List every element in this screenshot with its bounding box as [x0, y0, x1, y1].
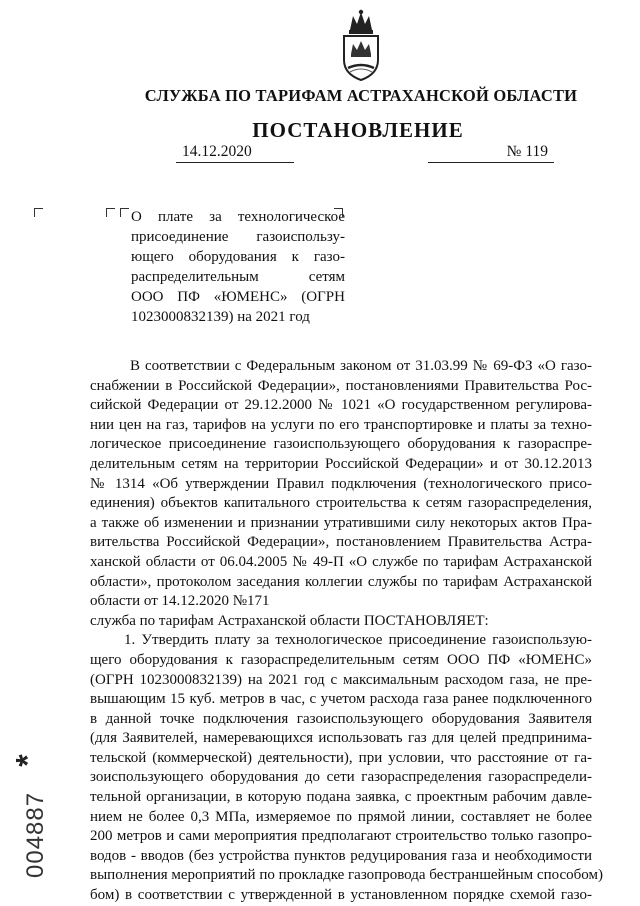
document-date: 14.12.2020 — [176, 143, 294, 163]
body-line: нии цен на газ, тарифов на услуги по его транспортировке и платы за техно- — [90, 416, 592, 433]
subject-line: О плате за технологическое — [131, 209, 345, 225]
body-line: тельской (коммерческой) деятельности), при условии, что расстояние от га- — [90, 749, 592, 766]
body-line: в данной точке подключения газоиспользующего оборудования Заявителя — [90, 710, 592, 727]
body-line: сийской Федерации от 29.12.2000 № 1021 «О государственном регулирова- — [90, 397, 592, 414]
body-line: логическое присоединение газоиспользующего оборудования к газораспре- — [90, 436, 592, 453]
asterisk-mark: * — [9, 754, 46, 767]
subject-line: 1023000832139) на 2021 год — [131, 309, 310, 325]
body-line: выполнения мероприятий по прокладке газопровода бестраншейным способом) — [90, 867, 603, 884]
serial-stamp — [18, 700, 58, 880]
corner-mark-subject-top-left — [106, 208, 115, 217]
body-line: 200 метров и сами мероприятия предполагают строительство только газопро- — [90, 828, 592, 845]
body-line: снабжении в Российской Федерации», постановлениями Правительства Рос- — [90, 377, 592, 394]
body-line: области от 14.12.2020 №171 — [90, 593, 270, 610]
coat-of-arms-icon — [336, 8, 386, 82]
agency-name: СЛУЖБА ПО ТАРИФАМ АСТРАХАНСКОЙ ОБЛАСТИ — [144, 86, 578, 105]
body-line: № 1314 «Об утверждении Правил подключения (технологического присо- — [90, 475, 592, 492]
body-line: щего оборудования к газораспределительным сетям ООО ПФ «ЮМЕНС» — [90, 651, 592, 668]
body-line: В соответствии с Федеральным законом от 31.03.99 № 69-ФЗ «О газо- — [130, 358, 592, 374]
subject-line: ООО ПФ «ЮМЕНС» (ОГРН — [131, 289, 345, 305]
body-line: зоиспользующего оборудования до сети газораспределения газораспредели- — [90, 769, 592, 786]
body-line: ханской области от 06.04.2005 № 49-П «О службе по тарифам Астраханской — [90, 553, 592, 570]
body-line: нием не более 0,3 МПа, измеряемое по прямой линии, составляет не более — [90, 808, 592, 825]
body-line: (ОГРН 1023000832139) на 2021 год с максимальным расходом газа, не пре- — [90, 671, 592, 688]
body-line: (для Заявителей, намеревающихся использовать газ для целей предпринима- — [90, 730, 592, 747]
body-line: вительства Российской Федерации», постановлением Правительства Астра- — [90, 534, 592, 551]
body-line: а также об изменении и признании утратившими силу некоторых актов Пра- — [90, 514, 592, 531]
serial-number: 004887 — [22, 791, 49, 878]
body-line: тельной организации, в которую подана заявка, с проектным рабочим давле- — [90, 789, 592, 806]
resolution-subject — [131, 207, 345, 327]
body-line: делительным сетям на территории Российской Федерации» и от 30.12.2013 — [90, 455, 592, 472]
resolution-body — [90, 357, 603, 906]
subject-line: ющего оборудования к газо- — [131, 249, 345, 265]
subject-line: распределительным сетям — [131, 269, 345, 285]
corner-mark-subject-top-left-inner — [120, 208, 129, 217]
corner-mark-top-left — [34, 208, 43, 217]
document-type-title: ПОСТАНОВЛЕНИЕ — [252, 118, 464, 142]
document-number: № 119 — [428, 143, 554, 163]
body-line: вышающим 15 куб. метров в час, с учетом расхода газа ранее подключенного — [90, 691, 592, 708]
body-line: области», протоколом заседания коллегии службы по тарифам Астраханской — [90, 573, 592, 590]
body-line: служба по тарифам Астраханской области ПОСТАНОВЛЯЕТ: — [90, 612, 489, 629]
body-line: бом) в соответствии с утвержденной в установленном порядке схемой газо- — [90, 887, 592, 904]
body-line: водов - вводов (без устройства пунктов редуцирования газа и необходимости — [90, 847, 592, 864]
body-line: 1. Утвердить плату за технологическое присоединение газоиспользую- — [124, 632, 592, 649]
subject-line: присоединение газоиспользу- — [131, 229, 345, 245]
body-line: единения) объектов капитального строительства к сетям газораспределения, — [90, 495, 592, 512]
